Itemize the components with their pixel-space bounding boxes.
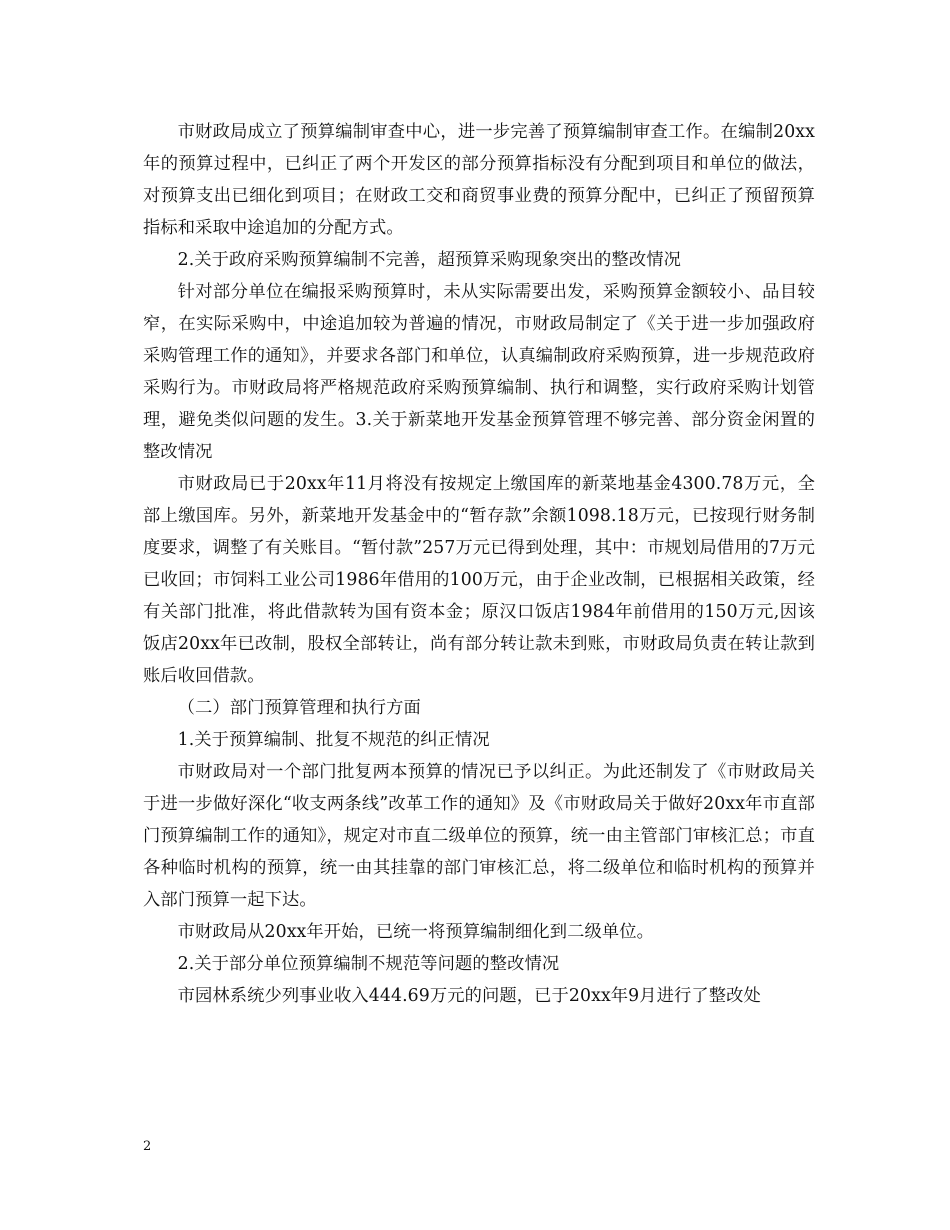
heading-unit-budget-rectification: 2.关于部分单位预算编制不规范等问题的整改情况 [177, 954, 560, 974]
heading-department-budget: （二）部门预算管理和执行方面 [177, 698, 421, 718]
paragraph-procurement-measures: 针对部分单位在编报采购预算时，未从实际需要出发，采购预算金额较小、品目较窄，在实际采购中，中途追加较为普遍的情况，市财政局制定了《关于进一步加强政府采购管理工作的通知》，并要求各部门和单位，认真编制政府采购预算，进一步规范政府采购行为。市财政局将严格规范政府采购预算编制、执行和调整，实行政府采购计划管理，避免类似问题的发生。3.关于新菜地开发基金预算管理不够完善、部分资金闲置的整改情况 [143, 282, 815, 462]
document-body [143, 116, 815, 1012]
heading-budget-approval-correction: 1.关于预算编制、批复不规范的纠正情况 [177, 730, 490, 750]
paragraph-secondary-units: 市财政局从20xx年开始，已统一将预算编制细化到二级单位。 [177, 922, 655, 942]
heading-procurement-budget: 2.关于政府采购预算编制不完善，超预算采购现象突出的整改情况 [177, 250, 681, 270]
paragraph-vegetable-land-fund: 市财政局已于20xx年11月将没有按规定上缴国库的新菜地基金4300.78万元，全部上缴国库。另外，新菜地开发基金中的“暂存款”余额1098.18万元，已按现行财务制度要求，调整了有关账目。“暂付款”257万元已得到处理，其中：市规划局借用的7万元已收回；市饲料工业公司1986年借用的100万元，由于企业改制，已根据相关政策，经有关部门批准，将此借款转为国有资本金；原汉口饭店1984年前借用的150万元,因该饭店20xx年已改制，股权全部转让，尚有部分转让款未到账，市财政局负责在转让款到账后收回借款。 [143, 474, 815, 686]
page-number: 2 [143, 1139, 152, 1154]
paragraph-budget-approval-correction: 市财政局对一个部门批复两本预算的情况已予以纠正。为此还制发了《市财政局关于进一步做好深化“收支两条线”改革工作的通知》及《市财政局关于做好20xx年市直部门预算编制工作的通知》，规定对市直二级单位的预算，统一由主管部门审核汇总；市直各种临时机构的预算，统一由其挂靠的部门审核汇总，将二级单位和临时机构的预算并入部门预算一起下达。 [143, 762, 815, 910]
paragraph-budget-review-center: 市财政局成立了预算编制审查中心，进一步完善了预算编制审查工作。在编制20xx年的预算过程中，已纠正了两个开发区的部分预算指标没有分配到项目和单位的做法，对预算支出已细化到项目；在财政工交和商贸事业费的预算分配中，已纠正了预留预算指标和采取中途追加的分配方式。 [143, 122, 815, 238]
paragraph-garden-system-income: 市园林系统少列事业收入444.69万元的问题，已于20xx年9月进行了整改处 [177, 986, 761, 1006]
